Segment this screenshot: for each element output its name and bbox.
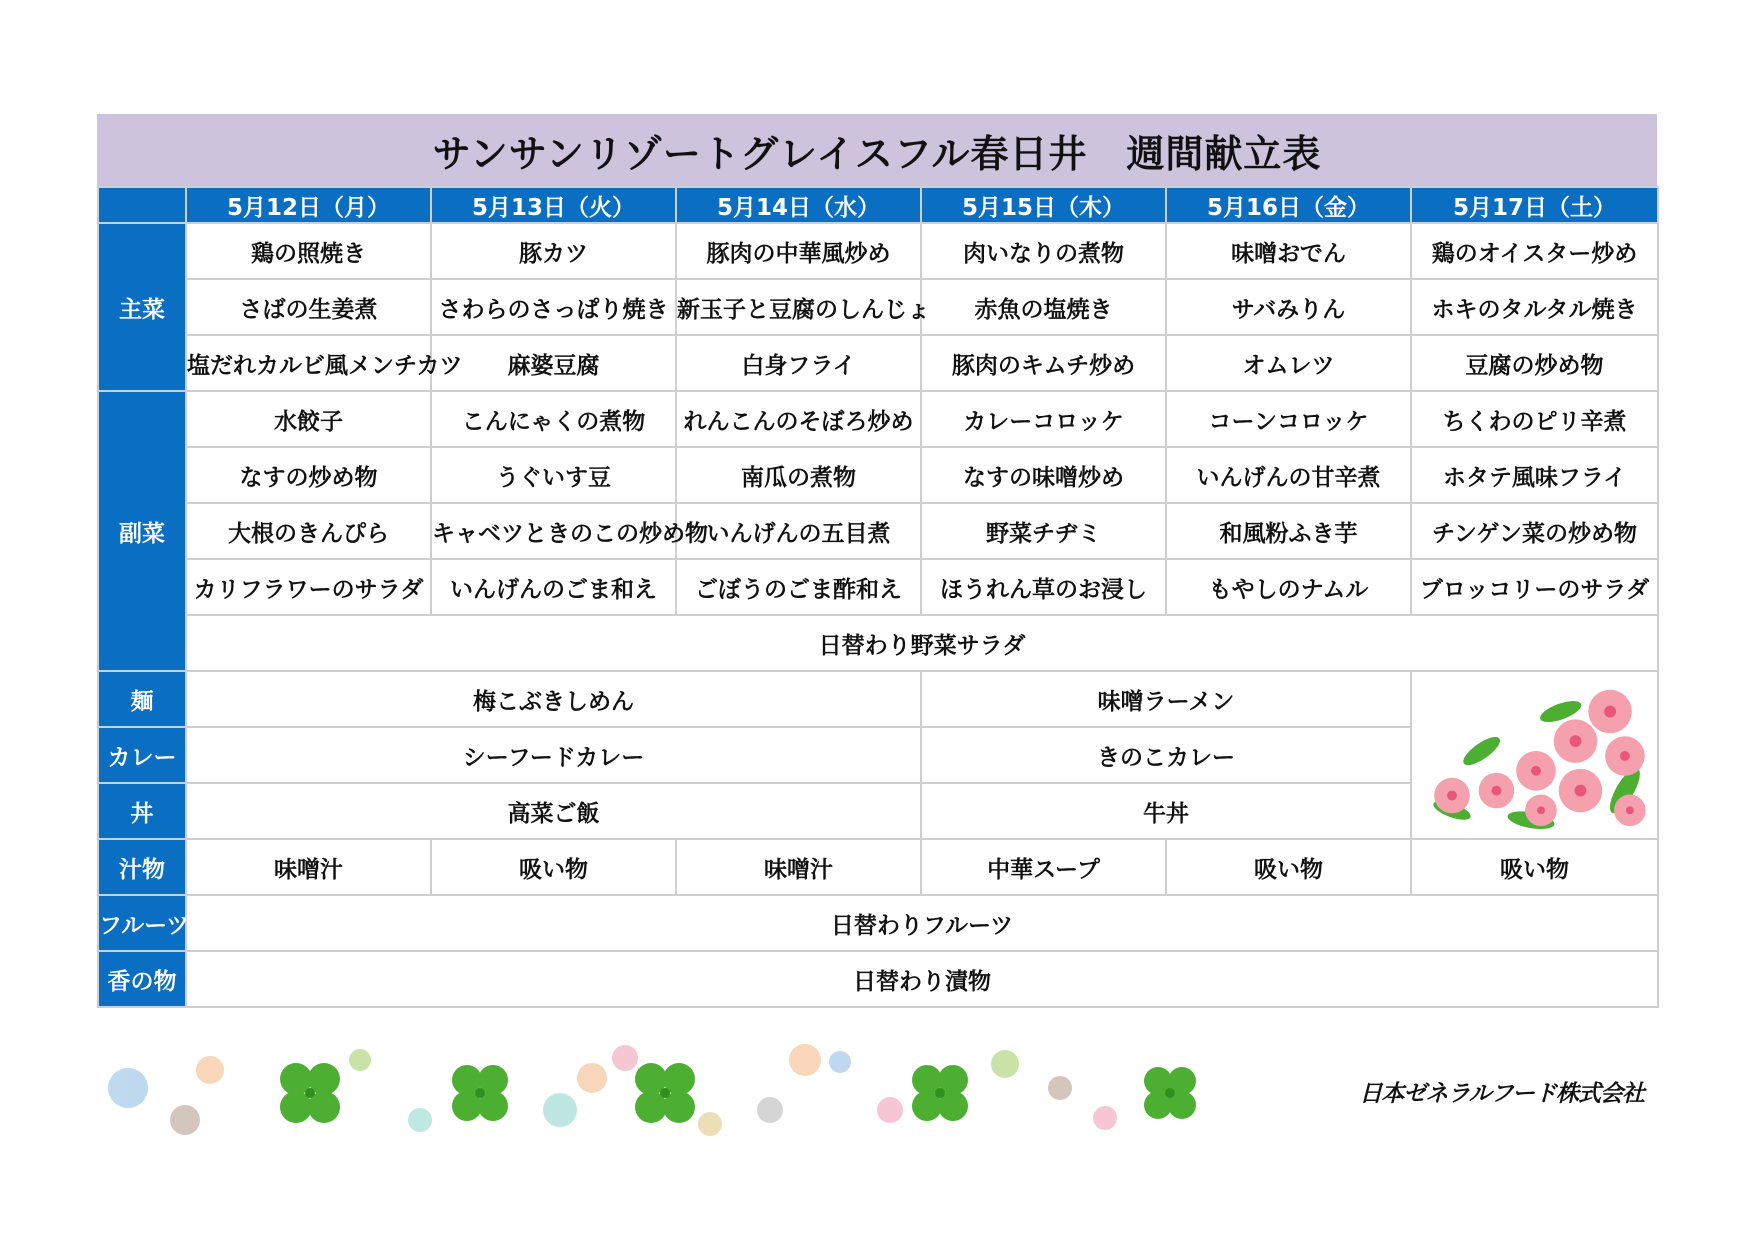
dot-icon xyxy=(612,1045,638,1071)
menu-cell: なすの味噌炒め xyxy=(921,447,1166,503)
dot-icon xyxy=(408,1108,432,1132)
category-soup: 汁物 xyxy=(98,839,186,895)
category-main: 主菜 xyxy=(98,223,186,391)
menu-cell: 吸い物 xyxy=(1166,839,1411,895)
dot-icon xyxy=(1048,1076,1072,1100)
menu-cell: 麻婆豆腐 xyxy=(431,335,676,391)
dot-icon xyxy=(877,1097,903,1123)
dot-icon xyxy=(698,1112,722,1136)
menu-cell: 味噌おでん xyxy=(1166,223,1411,279)
menu-cell: ちくわのピリ辛煮 xyxy=(1411,391,1658,447)
dot-icon xyxy=(543,1093,577,1127)
menu-cell: オムレツ xyxy=(1166,335,1411,391)
menu-cell: ブロッコリーのサラダ xyxy=(1411,559,1658,615)
header-corner xyxy=(98,187,186,223)
dot-icon xyxy=(829,1051,851,1073)
flower-decoration xyxy=(1411,671,1658,839)
donburi-cell: 牛丼 xyxy=(921,783,1411,839)
pickles-cell: 日替わり漬物 xyxy=(186,951,1658,1007)
menu-cell: いんげんの甘辛煮 xyxy=(1166,447,1411,503)
menu-cell: 鶏の照焼き xyxy=(186,223,431,279)
menu-cell: 豚肉のキムチ炒め xyxy=(921,335,1166,391)
menu-cell: カリフラワーのサラダ xyxy=(186,559,431,615)
category-curry: カレー xyxy=(98,727,186,783)
menu-cell: コーンコロッケ xyxy=(1166,391,1411,447)
menu-cell: 味噌汁 xyxy=(186,839,431,895)
azalea-flowers-icon xyxy=(1412,672,1657,838)
table-row xyxy=(98,223,1658,279)
menu-cell: 豆腐の炒め物 xyxy=(1411,335,1658,391)
dot-icon xyxy=(170,1105,200,1135)
menu-cell: 塩だれカルビ風メンチカツ xyxy=(186,335,431,391)
day-header: 5月16日（金） xyxy=(1166,187,1411,223)
table-row xyxy=(98,559,1658,615)
dot-icon xyxy=(991,1050,1019,1078)
header-row xyxy=(98,187,1658,223)
menu-cell: 豚肉の中華風炒め xyxy=(676,223,921,279)
menu-cell: チンゲン菜の炒め物 xyxy=(1411,503,1658,559)
day-header: 5月15日（木） xyxy=(921,187,1166,223)
company-name: 日本ゼネラルフード株式会社 xyxy=(1359,1081,1644,1107)
day-header: 5月17日（土） xyxy=(1411,187,1658,223)
dot-icon xyxy=(1093,1106,1117,1130)
weekly-menu-table xyxy=(97,186,1659,1008)
menu-cell: もやしのナムル xyxy=(1166,559,1411,615)
table-row xyxy=(98,615,1658,671)
category-side: 副菜 xyxy=(98,391,186,671)
table-row xyxy=(98,671,1658,727)
category-donburi: 丼 xyxy=(98,783,186,839)
table-row xyxy=(98,503,1658,559)
menu-cell: 大根のきんぴら xyxy=(186,503,431,559)
menu-cell: 和風粉ふき芋 xyxy=(1166,503,1411,559)
menu-cell: 中華スープ xyxy=(921,839,1166,895)
menu-cell: 白身フライ xyxy=(676,335,921,391)
dot-icon xyxy=(108,1068,148,1108)
curry-cell: きのこカレー xyxy=(921,727,1411,783)
menu-cell: 水餃子 xyxy=(186,391,431,447)
table-row xyxy=(98,895,1658,951)
menu-cell: 吸い物 xyxy=(1411,839,1658,895)
page-title: サンサンリゾートグレイスフル春日井 週間献立表 xyxy=(97,114,1657,186)
dot-icon xyxy=(757,1097,783,1123)
menu-cell: 野菜チヂミ xyxy=(921,503,1166,559)
menu-cell: 鶏のオイスター炒め xyxy=(1411,223,1658,279)
menu-cell: なすの炒め物 xyxy=(186,447,431,503)
menu-cell: 肉いなりの煮物 xyxy=(921,223,1166,279)
menu-cell: ホキのタルタル焼き xyxy=(1411,279,1658,335)
menu-cell: 赤魚の塩焼き xyxy=(921,279,1166,335)
table-row xyxy=(98,335,1658,391)
table-row xyxy=(98,391,1658,447)
fruit-cell: 日替わりフルーツ xyxy=(186,895,1658,951)
day-header: 5月12日（月） xyxy=(186,187,431,223)
menu-cell: ごぼうのごま酢和え xyxy=(676,559,921,615)
table-row xyxy=(98,951,1658,1007)
dot-icon xyxy=(196,1056,224,1084)
table-row xyxy=(98,279,1658,335)
menu-cell: サバみりん xyxy=(1166,279,1411,335)
menu-cell: 吸い物 xyxy=(431,839,676,895)
table-row xyxy=(98,839,1658,895)
day-header: 5月13日（火） xyxy=(431,187,676,223)
curry-cell: シーフードカレー xyxy=(186,727,921,783)
menu-cell: 新玉子と豆腐のしんじょ xyxy=(676,279,921,335)
dot-icon xyxy=(577,1063,607,1093)
menu-cell: うぐいす豆 xyxy=(431,447,676,503)
table-row xyxy=(98,447,1658,503)
menu-cell: さばの生姜煮 xyxy=(186,279,431,335)
donburi-cell: 高菜ご飯 xyxy=(186,783,921,839)
menu-cell: こんにゃくの煮物 xyxy=(431,391,676,447)
menu-cell: ほうれん草のお浸し xyxy=(921,559,1166,615)
dot-icon xyxy=(789,1044,821,1076)
menu-sheet xyxy=(97,114,1657,1008)
dot-icon xyxy=(349,1049,371,1071)
menu-cell: いんげんのごま和え xyxy=(431,559,676,615)
menu-cell: キャベツときのこの炒め物 xyxy=(431,503,676,559)
category-fruit: フルーツ xyxy=(98,895,186,951)
menu-cell: ホタテ風味フライ xyxy=(1411,447,1658,503)
day-header: 5月14日（水） xyxy=(676,187,921,223)
menu-cell: 南瓜の煮物 xyxy=(676,447,921,503)
noodle-cell: 味噌ラーメン xyxy=(921,671,1411,727)
category-pickles: 香の物 xyxy=(98,951,186,1007)
menu-cell: さわらのさっぱり焼き xyxy=(431,279,676,335)
menu-cell: 味噌汁 xyxy=(676,839,921,895)
menu-cell: いんげんの五目煮 xyxy=(676,503,921,559)
noodle-cell: 梅こぶきしめん xyxy=(186,671,921,727)
menu-cell: カレーコロッケ xyxy=(921,391,1166,447)
daily-salad-cell: 日替わり野菜サラダ xyxy=(186,615,1658,671)
category-noodle: 麺 xyxy=(98,671,186,727)
menu-cell: れんこんのそぼろ炒め xyxy=(676,391,921,447)
menu-cell: 豚カツ xyxy=(431,223,676,279)
